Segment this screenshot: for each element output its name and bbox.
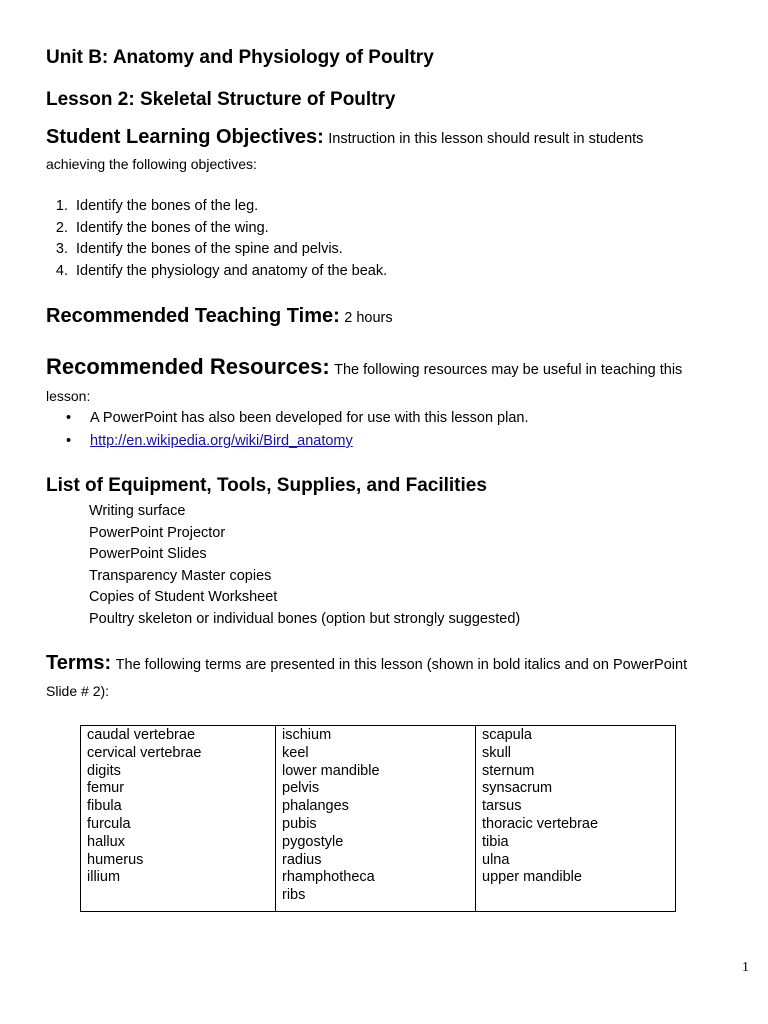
terms-column-1: [81, 726, 276, 912]
resource-link[interactable]: http://en.wikipedia.org/wiki/Bird_anatomy: [90, 433, 353, 449]
term-item: cervical vertebrae: [87, 744, 202, 761]
bullet-icon: •: [66, 433, 72, 449]
page-number: 1: [742, 960, 749, 975]
lesson-title: Lesson 2: Skeletal Structure of Poultry: [46, 89, 396, 110]
terms-table: [80, 725, 676, 912]
terms-heading: Terms:: [46, 652, 112, 674]
term-item: radius: [282, 851, 322, 868]
objective-text: Identify the bones of the spine and pelvis.: [76, 241, 343, 257]
terms-column-3: [476, 726, 676, 912]
equipment-item: PowerPoint Slides: [89, 546, 207, 562]
list-number: 3.: [55, 241, 68, 257]
term-item: ischium: [282, 727, 332, 743]
list-number: 4.: [55, 262, 68, 279]
list-number: 1.: [55, 198, 68, 214]
term-item: pygostyle: [282, 833, 344, 850]
term-item: scapula: [482, 727, 532, 743]
unit-title: Unit B: Anatomy and Physiology of Poultry: [46, 47, 434, 68]
teaching-time-value: 2 hours: [344, 310, 393, 326]
term-item: keel: [282, 744, 309, 761]
equipment-item: Copies of Student Worksheet: [89, 589, 278, 605]
term-item: phalanges: [282, 798, 349, 815]
term-item: lower mandible: [282, 762, 380, 779]
objective-text: Identify the physiology and anatomy of the beak.: [76, 262, 388, 279]
list-item: [46, 263, 387, 279]
objectives-heading: Student Learning Objectives:: [46, 126, 324, 148]
term-item: fibula: [87, 798, 122, 815]
equipment-item: Poultry skeleton or individual bones (option but strongly suggested): [89, 610, 521, 627]
term-item: tibia: [482, 833, 509, 850]
term-item: upper mandible: [482, 869, 582, 886]
terms-intro: The following terms are presented in this lesson (shown in bold italics and on PowerPoint: [115, 657, 688, 673]
term-item: ribs: [282, 887, 306, 904]
term-item: illium: [87, 869, 121, 886]
term-item: ulna: [482, 851, 510, 868]
resources-intro-cont: lesson:: [46, 388, 91, 404]
table-row: [81, 726, 676, 912]
term-item: pelvis: [282, 780, 320, 797]
resources-section: [46, 354, 682, 380]
term-item: hallux: [87, 833, 125, 850]
objective-text: Identify the bones of the leg.: [76, 198, 259, 214]
term-item: pubis: [282, 815, 317, 832]
list-number: 2.: [55, 219, 68, 236]
term-item: humerus: [87, 851, 144, 868]
resources-intro: The following resources may be useful in teaching this: [334, 362, 683, 378]
term-item: synsacrum: [482, 780, 553, 797]
equipment-item: Writing surface: [89, 503, 186, 519]
term-item: digits: [87, 762, 121, 779]
objectives-intro: Instruction in this lesson should result in students: [328, 131, 644, 147]
term-item: rhamphotheca: [282, 869, 375, 886]
terms-column-2: [276, 726, 476, 912]
bullet-icon: •: [66, 410, 72, 426]
equipment-item: PowerPoint Projector: [89, 524, 226, 541]
terms-section: [46, 652, 687, 675]
term-item: sternum: [482, 762, 535, 779]
list-item: [66, 433, 353, 449]
list-item: [46, 241, 343, 257]
equipment-item: Transparency Master copies: [89, 567, 272, 584]
resources-heading: Recommended Resources:: [46, 354, 330, 379]
objectives-section: [46, 126, 643, 149]
list-item: [66, 410, 529, 426]
term-item: caudal vertebrae: [87, 727, 196, 743]
list-item: [46, 220, 269, 236]
equipment-heading: List of Equipment, Tools, Supplies, and Facilities: [46, 475, 487, 496]
term-item: skull: [482, 744, 512, 761]
resource-text: A PowerPoint has also been developed for use with this lesson plan.: [90, 410, 529, 426]
objective-text: Identify the bones of the wing.: [76, 219, 269, 236]
term-item: thoracic vertebrae: [482, 815, 599, 832]
objectives-intro-cont: achieving the following objectives:: [46, 156, 257, 172]
teaching-time: [46, 305, 393, 328]
term-item: femur: [87, 780, 125, 797]
list-item: [46, 198, 258, 214]
term-item: tarsus: [482, 798, 522, 815]
terms-intro-cont: Slide # 2):: [46, 683, 110, 699]
term-item: furcula: [87, 815, 131, 832]
teaching-time-heading: Recommended Teaching Time:: [46, 305, 340, 327]
